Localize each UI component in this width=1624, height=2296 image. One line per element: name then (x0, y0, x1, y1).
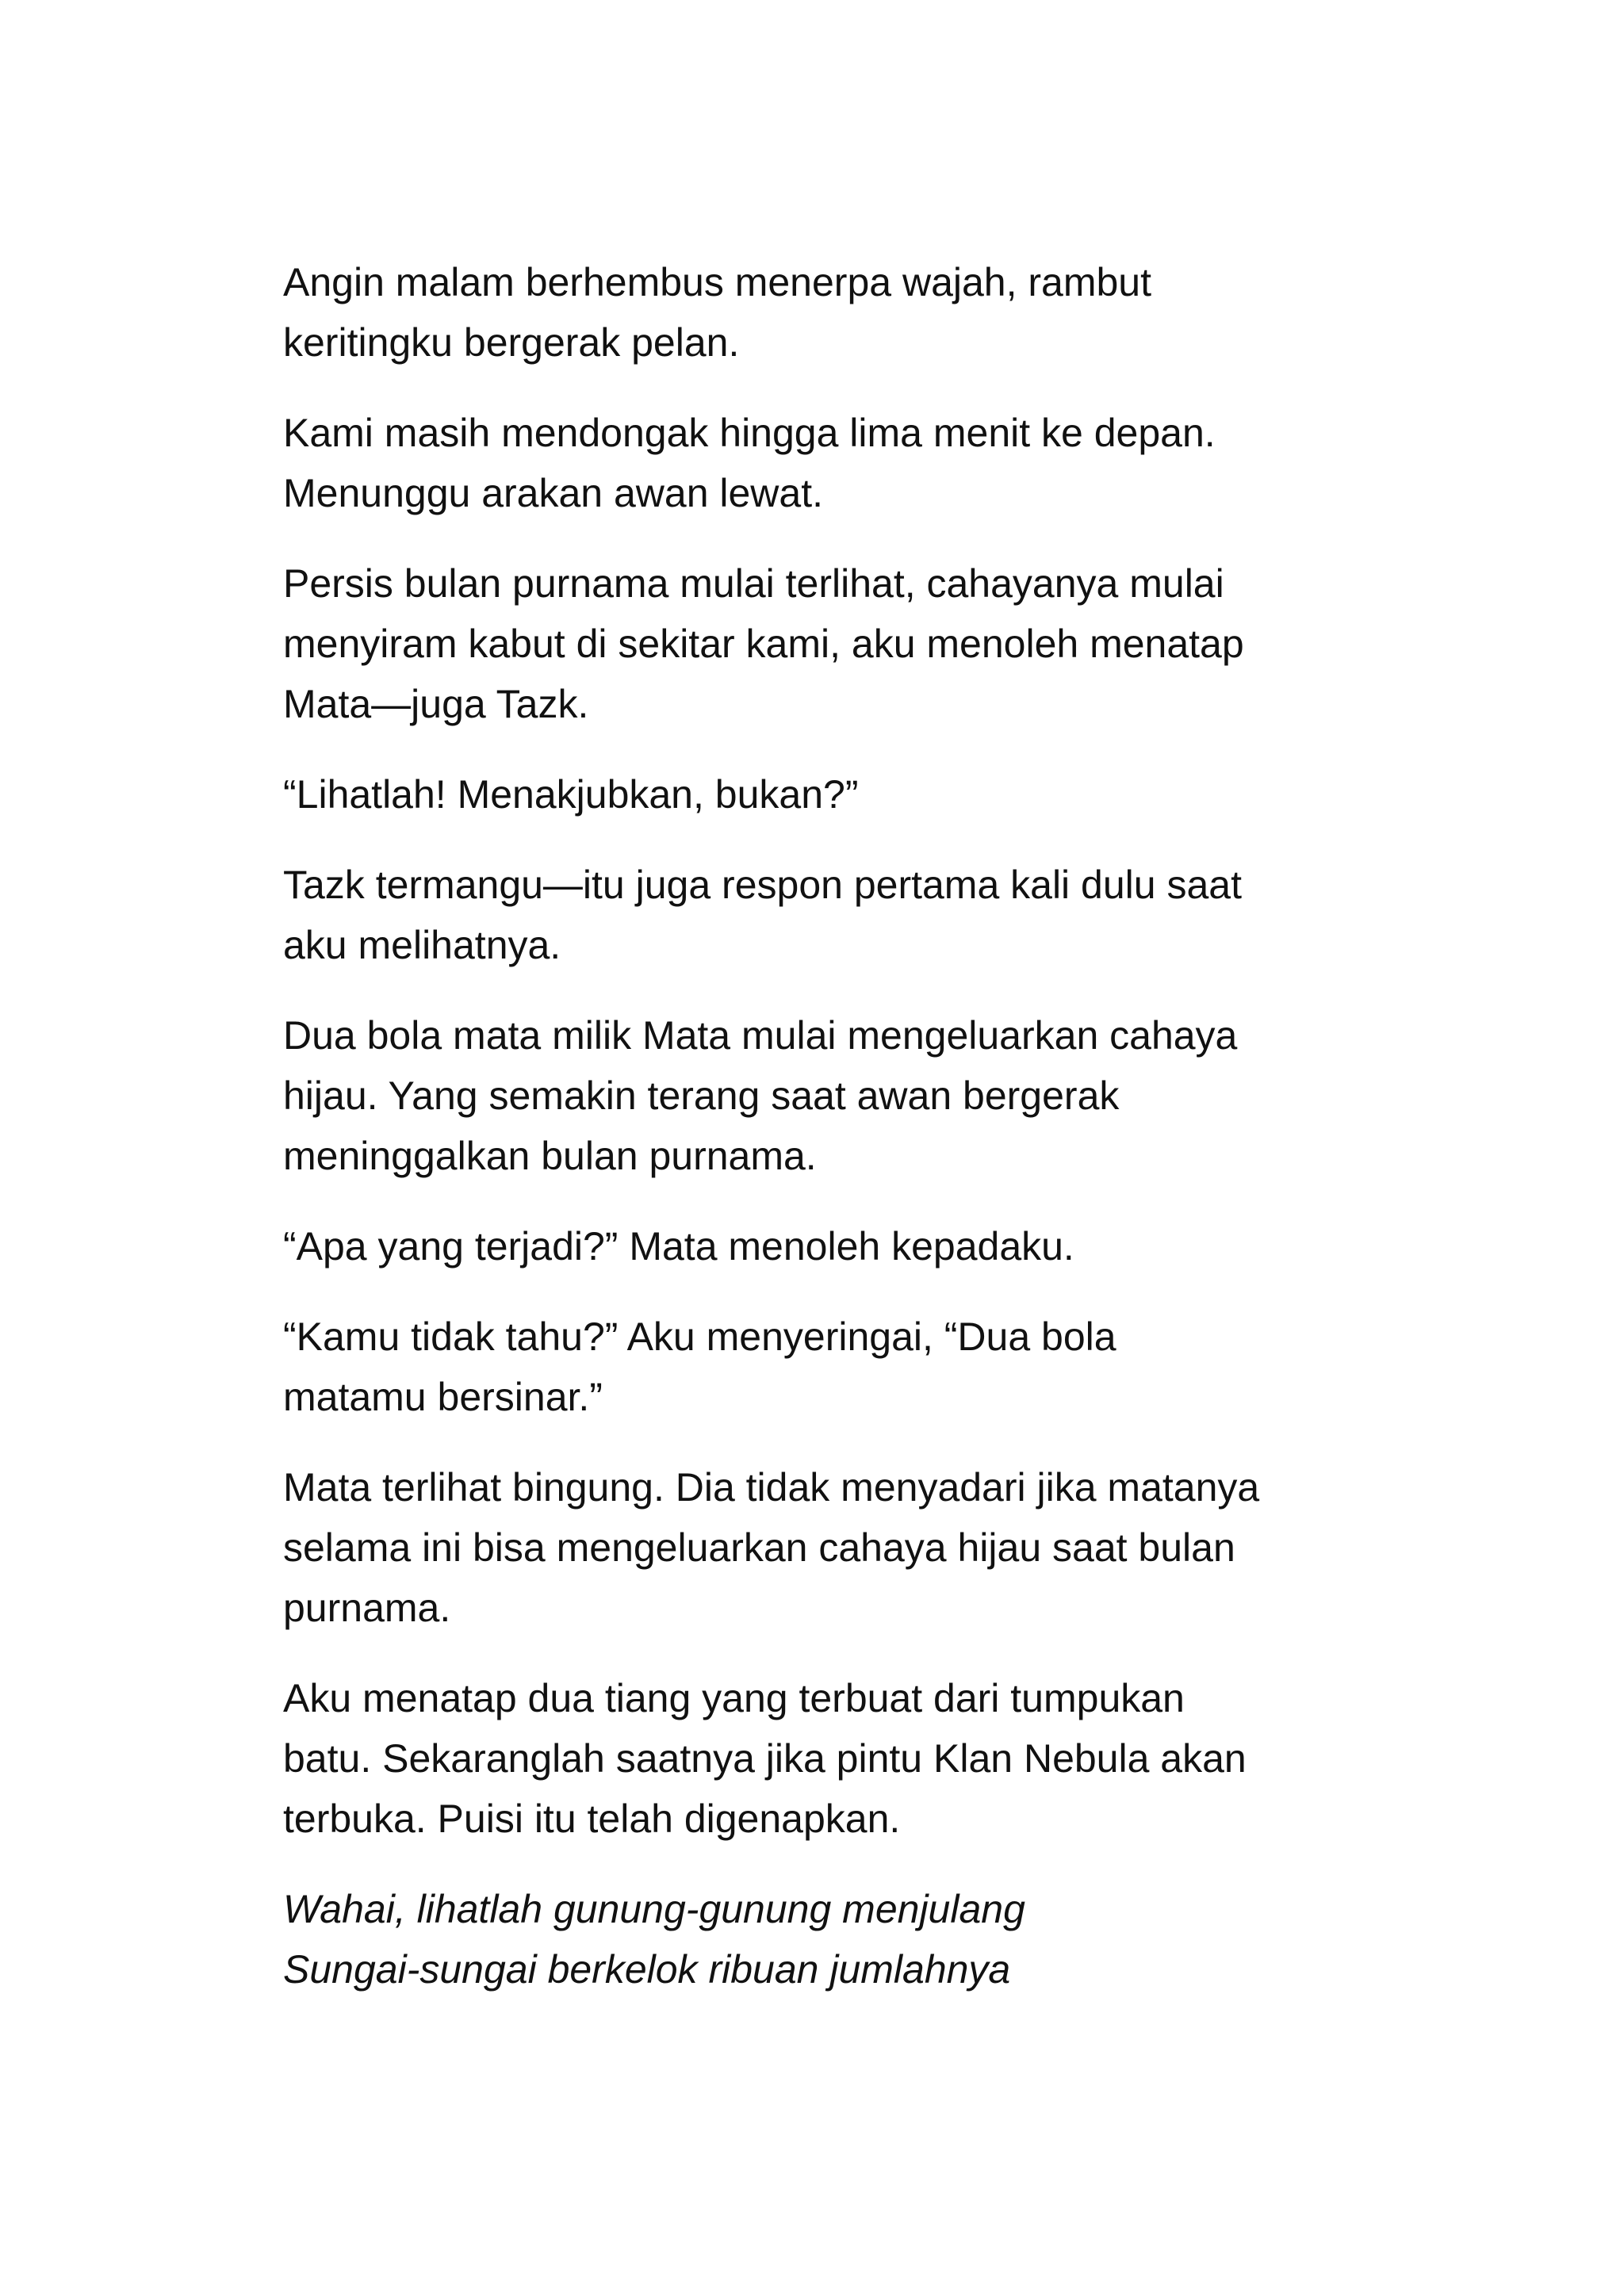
paragraph-4 (283, 764, 1385, 825)
text-line: aku melihatnya. (283, 923, 561, 967)
text-line: menyiram kabut di sekitar kami, aku menoleh menatap (283, 622, 1244, 666)
text-line: “Lihatlah! Menakjubkan, bukan?” (283, 772, 859, 817)
paragraph-3 (283, 553, 1385, 734)
text-line: terbuka. Puisi itu telah digenapkan. (283, 1797, 901, 1841)
text-line: Tazk termangu—itu juga respon pertama kali dulu saat (283, 863, 1242, 907)
text-line: purnama. (283, 1586, 451, 1630)
text-line: Angin malam berhembus menerpa wajah, rambut (283, 260, 1151, 304)
paragraph-1 (283, 252, 1385, 373)
paragraph-6 (283, 1005, 1385, 1186)
text-line: Aku menatap dua tiang yang terbuat dari tumpukan (283, 1676, 1185, 1720)
body-text (283, 252, 1385, 1999)
text-line: keritingku bergerak pelan. (283, 320, 740, 365)
poem-line: Sungai-sungai berkelok ribuan jumlahnya (283, 1947, 1011, 1992)
text-line: “Apa yang terjadi?” Mata menoleh kepadaku. (283, 1224, 1074, 1269)
paragraph-2 (283, 403, 1385, 523)
text-line: Mata terlihat bingung. Dia tidak menyadari jika matanya (283, 1465, 1260, 1510)
paragraph-8 (283, 1307, 1385, 1427)
text-line: hijau. Yang semakin terang saat awan bergerak (283, 1073, 1120, 1118)
poem-line: Wahai, lihatlah gunung-gunung menjulang (283, 1887, 1025, 1931)
paragraph-10 (283, 1668, 1385, 1849)
paragraph-5 (283, 855, 1385, 975)
text-line: Kami masih mendongak hingga lima menit ke depan. (283, 411, 1216, 455)
text-line: Persis bulan purnama mulai terlihat, cahayanya mulai (283, 561, 1224, 606)
text-line: Menunggu arakan awan lewat. (283, 471, 824, 515)
text-line: batu. Sekaranglah saatnya jika pintu Klan Nebula akan (283, 1736, 1247, 1781)
text-line: selama ini bisa mengeluarkan cahaya hijau saat bulan (283, 1525, 1235, 1570)
paragraph-7 (283, 1216, 1385, 1276)
paragraph-9 (283, 1457, 1385, 1638)
text-line: matamu bersinar.” (283, 1375, 603, 1419)
poem-stanza (283, 1879, 1385, 1999)
text-line: Mata—juga Tazk. (283, 682, 589, 726)
text-line: meninggalkan bulan purnama. (283, 1134, 817, 1178)
text-line: “Kamu tidak tahu?” Aku menyeringai, “Dua bola (283, 1314, 1116, 1359)
text-line: Dua bola mata milik Mata mulai mengeluarkan cahaya (283, 1013, 1238, 1058)
